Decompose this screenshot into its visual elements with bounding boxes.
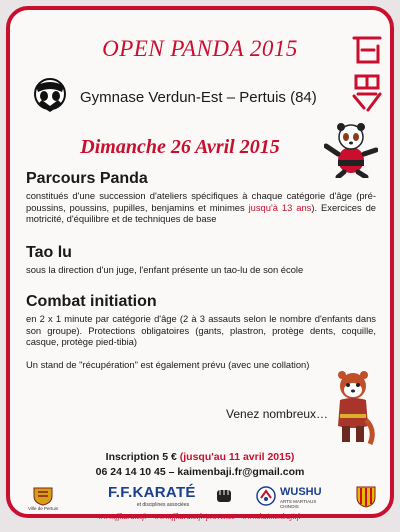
age-limit-text: jusqu'à 13 ans — [248, 201, 312, 213]
chinese-calligraphy-icon — [350, 32, 384, 112]
section-text-part: constitués d'une succession d'ateliers spécifiques à chaque catégorie d'âge (pré-poussins, poussins, pupilles, benjamins et minimes — [26, 190, 376, 213]
inscription-label: Inscription 5 € — [105, 451, 180, 463]
ffkarate-logo — [108, 484, 218, 508]
wushu-subtitle: ARTS MARTIAUX CHINOIS — [280, 499, 317, 509]
section-text-taolu: sous la direction d'un juge, l'enfant présente un tao-lu de son école — [26, 264, 304, 275]
venue-text: Gymnase Verdun-Est – Pertuis (84) — [80, 89, 317, 106]
section-heading-taolu: Tao lu — [26, 244, 72, 261]
recuperation-note: Un stand de "récupération" est également prévu (avec une collation) — [26, 359, 310, 370]
footer-urls[interactable]: www.ffkarate.fr - www.ffkarate.fr/provence - www.kaimenbaji.fr — [97, 512, 303, 521]
pertuis-label: Ville de Pertuis — [28, 506, 58, 511]
pertuis-logo — [28, 486, 58, 511]
section-text-parcours — [26, 190, 376, 225]
poster — [6, 6, 394, 518]
ffkarate-subtitle: et disciplines associées — [136, 502, 190, 508]
contact-line: 06 24 14 10 45 – kaimenbaji.fr@gmail.com — [95, 466, 305, 478]
section-text-combat: en 2 x 1 minute par catégorie d'âge (2 à 3 assauts selon le nombre d'enfants dans son groupe). Protections obligatoires (gants, plastron, protège dents, coquille, casque, protège pied-tibia) — [26, 313, 376, 347]
wushu-logo — [256, 484, 328, 508]
wushu-emblem-icon — [256, 486, 276, 506]
event-date: Dimanche 26 Avril 2015 — [80, 136, 280, 158]
kungfu-panda-illustration — [324, 120, 378, 178]
section-text-part: ). Exercices de motricité, d'équilibre et de techniques de base — [26, 201, 377, 224]
fist-icon — [216, 486, 232, 504]
section-heading-combat: Combat initiation — [26, 293, 157, 310]
provence-shield-icon — [356, 486, 376, 508]
inscription-line — [10, 450, 390, 465]
inscription-block — [10, 450, 390, 480]
red-panda-illustration — [330, 370, 376, 448]
ffkarate-text: F.F.KARATÉ — [108, 484, 196, 501]
panda-logo-icon — [32, 76, 68, 114]
page-title: OPEN PANDA 2015 — [102, 36, 298, 61]
inscription-deadline: (jusqu'au 11 avril 2015) — [179, 451, 295, 463]
section-heading-parcours: Parcours Panda — [26, 170, 148, 187]
venez-nombreux-text: Venez nombreux… — [226, 407, 329, 421]
wushu-text: WUSHU — [280, 486, 322, 498]
pertuis-crest-icon — [32, 486, 54, 506]
